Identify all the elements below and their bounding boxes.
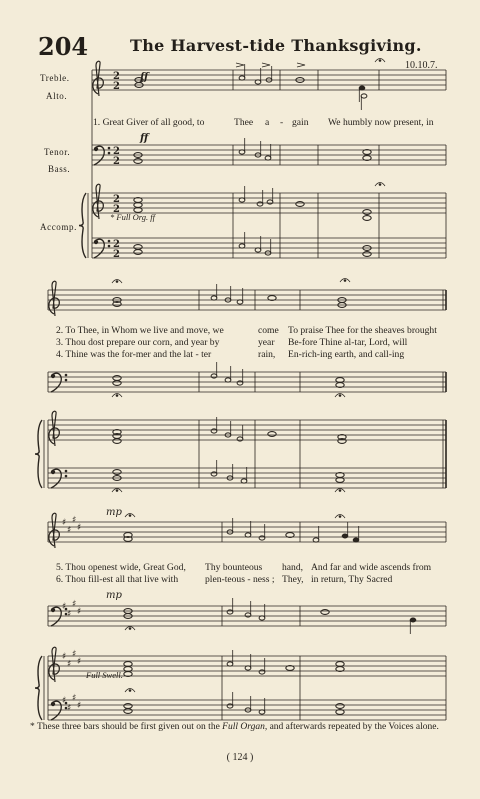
key-signature-sharp: ♯: [67, 703, 72, 714]
time-sig: 2: [113, 204, 120, 215]
dynamic-ff-treble: ff: [140, 72, 149, 83]
accent-mark: [262, 63, 270, 67]
quarter-note: [410, 618, 416, 622]
half-note: [211, 374, 217, 378]
half-note: [239, 244, 245, 248]
key-signature-sharp: ♯: [62, 696, 67, 706]
half-note: [267, 200, 273, 204]
half-note: [225, 378, 231, 382]
whole-note: [363, 252, 371, 257]
fermata: [129, 515, 131, 517]
bass-clef: [65, 470, 67, 472]
half-note: [259, 670, 265, 674]
fermata: [379, 60, 381, 62]
full-organ-marking: * Full Org. ff: [110, 212, 156, 222]
half-note: [239, 150, 245, 154]
whole-note: [134, 245, 142, 250]
lyric-s1-b: Thee: [234, 117, 254, 128]
time-sig: 2: [113, 71, 120, 82]
whole-note: [134, 159, 142, 164]
half-note: [241, 479, 247, 483]
time-sig: 2: [113, 156, 120, 167]
half-note: [313, 538, 319, 542]
whole-note: [113, 381, 121, 386]
key-signature-sharp: ♯: [62, 652, 67, 662]
treble-clef: [49, 647, 60, 682]
hymn-number: 204: [38, 32, 89, 61]
half-note: [227, 610, 233, 614]
bass-clef: [108, 245, 110, 247]
fermata: [379, 184, 381, 186]
half-note: [259, 536, 265, 540]
lyric-v4-c: En-rich-ing earth, and call-ing: [288, 349, 405, 360]
treble-clef: [49, 411, 60, 446]
fermata: [344, 280, 346, 282]
half-note: [265, 156, 271, 160]
whole-note: [124, 709, 132, 714]
bass-clef: [108, 147, 110, 149]
key-signature-sharp: ♯: [77, 701, 82, 711]
bass-clef: [108, 240, 110, 242]
half-note: [361, 94, 367, 98]
key-signature-sharp: ♯: [67, 525, 72, 536]
fermata: [129, 628, 131, 630]
lyric-v2-b: come: [258, 325, 279, 336]
half-note: [255, 248, 261, 252]
lyric-v6-a: 6. Thou fill-est all that live with: [56, 574, 179, 585]
half-note: [237, 437, 243, 441]
whole-note: [124, 704, 132, 709]
lyric-v6-d: in return, Thy Sacred: [311, 574, 393, 585]
dynamic-ff-tenor: ff: [140, 133, 149, 144]
key-signature-sharp: ♯: [77, 607, 82, 617]
lyric-v5-d: And far and wide ascends from: [311, 562, 432, 573]
page-number: ( 124 ): [226, 752, 254, 763]
treble-label: Treble.: [40, 73, 70, 83]
key-signature-sharp: ♯: [62, 518, 67, 528]
dynamic-mp-tenor: mp: [106, 590, 122, 601]
whole-note: [134, 250, 142, 255]
bass-clef: [65, 475, 67, 477]
quarter-note: [342, 534, 348, 538]
bass-clef: [51, 702, 55, 706]
half-note: [227, 662, 233, 666]
fermata: [116, 490, 118, 492]
bass-clef: [51, 374, 55, 378]
lyric-v5-c: hand,: [282, 562, 304, 573]
footnote-text-1: * These three bars should be first given out on the: [30, 722, 220, 732]
whole-note: [113, 439, 121, 444]
key-signature-sharp: ♯: [67, 609, 72, 620]
half-note: [237, 381, 243, 385]
half-note: [237, 300, 243, 304]
half-note: [211, 472, 217, 476]
treble-clef: [93, 61, 104, 96]
lyric-s1-f: We humbly now present, in: [328, 117, 434, 128]
whole-note: [363, 216, 371, 221]
treble-clef: [49, 281, 60, 316]
key-signature-sharp: ♯: [72, 599, 77, 610]
treble-clef: [93, 184, 104, 219]
system-brace: [35, 656, 42, 720]
half-note: [227, 704, 233, 708]
time-sig: 2: [113, 194, 120, 205]
fermata: [116, 395, 118, 397]
time-sig: 2: [113, 249, 120, 260]
whole-note: [268, 432, 276, 437]
fermata: [116, 281, 118, 283]
half-note: [245, 666, 251, 670]
alto-label: Alto.: [46, 91, 68, 101]
quarter-note: [359, 86, 365, 90]
half-note: [259, 616, 265, 620]
half-note: [211, 296, 217, 300]
time-sig: 2: [113, 146, 120, 157]
tenor-label: Tenor.: [44, 147, 71, 157]
fermata: [339, 490, 341, 492]
staff-lines: [48, 70, 446, 720]
lyric-s1-a: 1. Great Giver of all good, to: [93, 117, 205, 128]
key-signature-sharp: ♯: [72, 693, 77, 704]
key-signature-sharp: ♯: [62, 602, 67, 612]
footnote-text-2: and afterwards repeated by the Voices alone.: [269, 722, 439, 732]
whole-note: [113, 470, 121, 475]
bass-clef: [94, 147, 98, 151]
half-note: [211, 429, 217, 433]
lyric-v5-b: Thy bounteous: [205, 562, 263, 573]
fermata: [339, 395, 341, 397]
half-note: [257, 202, 263, 206]
bass-clef: [51, 470, 55, 474]
quarter-note: [353, 538, 359, 542]
system-brace: [35, 420, 42, 488]
lyric-v3-a: 3. Thou dost prepare our corn, and year by: [56, 337, 220, 348]
lyric-v6-b: plen-teous - ness ;: [205, 574, 275, 585]
lyric-v6-c: They,: [282, 574, 304, 585]
accomp-label: Accomp.: [40, 222, 77, 232]
accent-mark: [236, 63, 244, 67]
footnote-text-italic: Full Organ,: [222, 722, 268, 732]
half-note: [245, 613, 251, 617]
whole-note: [336, 704, 344, 709]
bass-clef: [51, 608, 55, 612]
hymn-title: The Harvest-tide Thanksgiving.: [130, 36, 422, 55]
lyric-v3-c: Be-fore Thine al-tar, Lord, will: [288, 337, 408, 348]
key-signature-sharp: ♯: [72, 649, 77, 660]
key-signature-sharp: ♯: [67, 659, 72, 670]
key-signature-sharp: ♯: [77, 657, 82, 667]
fermata: [129, 690, 131, 692]
time-sig: 2: [113, 81, 120, 92]
lyric-v3-b: year: [258, 337, 275, 348]
meter-label: 10.10.7.: [405, 60, 438, 71]
bass-clef: [94, 240, 98, 244]
lyric-v5-a: 5. Thou openest wide, Great God,: [56, 562, 186, 573]
half-note: [239, 198, 245, 202]
system-brace: [79, 193, 86, 258]
lyric-s1-c: a: [265, 117, 270, 128]
half-note: [245, 533, 251, 537]
lyric-v4-a: 4. Thine was the for-mer and the lat - ter: [56, 349, 212, 360]
half-note: [255, 80, 261, 84]
key-signature-sharp: ♯: [72, 515, 77, 526]
dynamic-mp-treble: mp: [106, 507, 122, 518]
fermata: [339, 516, 341, 518]
lyric-v2-a: 2. To Thee, in Whom we live and move, we: [56, 325, 224, 336]
treble-clef: [49, 513, 60, 548]
whole-note: [363, 210, 371, 215]
whole-note: [321, 610, 329, 615]
full-swell-marking: Full Swell.: [86, 670, 123, 680]
bass-clef: [65, 379, 67, 381]
half-note: [239, 76, 245, 80]
whole-note: [296, 202, 304, 207]
accent-mark: [297, 63, 305, 67]
lyric-s1-d: -: [280, 117, 284, 128]
lyric-v2-c: To praise Thee for the sheaves brought: [288, 325, 437, 336]
footnote: [30, 721, 450, 733]
bass-clef: [65, 374, 67, 376]
key-signature-sharp: ♯: [77, 523, 82, 533]
whole-note: [113, 376, 121, 381]
lyric-v4-b: rain,: [258, 349, 276, 360]
bass-clef: [108, 152, 110, 154]
time-sig: 2: [113, 239, 120, 250]
half-note: [259, 710, 265, 714]
lyric-s1-e: gain: [292, 117, 309, 128]
bass-label: Bass.: [48, 164, 71, 174]
